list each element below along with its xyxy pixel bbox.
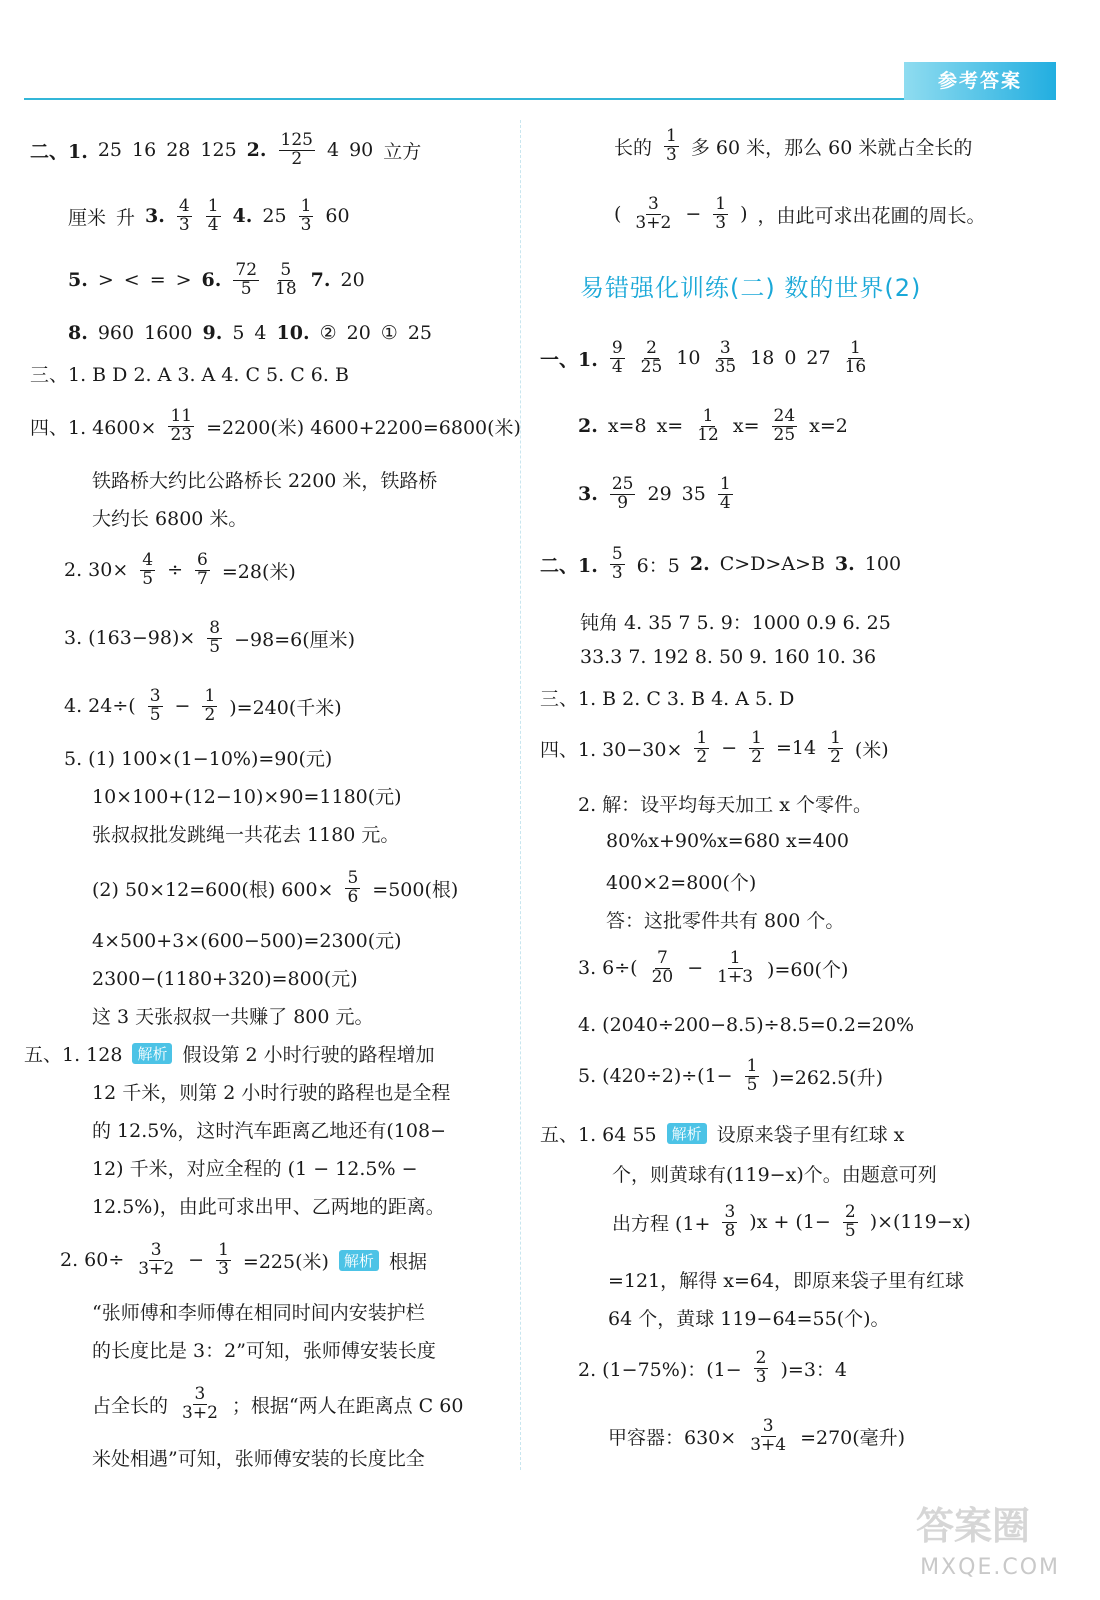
fraction — [828, 730, 843, 767]
fraction-denominator: 12 — [697, 424, 719, 445]
answer-text: =270(毫升) — [800, 1426, 906, 1449]
answer-text: ② — [319, 322, 337, 344]
fraction-numerator: 1 — [751, 728, 762, 748]
answer-text: 125 — [200, 139, 237, 162]
q-number: 6. — [201, 269, 222, 292]
answer-text: 64 个，黄球 119−64=55(个)。 — [608, 1308, 890, 1330]
answer-text: 多 60 米，那么 60 米就占全长的 — [690, 136, 973, 159]
answer-text: = — [149, 269, 166, 292]
answer-line — [24, 1040, 435, 1067]
fraction — [713, 340, 739, 377]
fraction-denominator: 5 — [240, 278, 252, 299]
fraction — [722, 1204, 737, 1241]
section-title: 易错强化训练(二) 数的世界(2) — [580, 274, 922, 302]
answer-line — [92, 1298, 425, 1325]
fraction-numerator: 1 — [207, 196, 219, 216]
answer-line — [92, 1078, 450, 1105]
fraction — [195, 552, 210, 589]
fraction-denominator: 2 — [830, 746, 841, 767]
answer-line — [578, 476, 735, 513]
fraction-denominator: 3+2 — [138, 1258, 175, 1279]
answer-text: =121，解得 x=64，即原来袋子里有红球 — [608, 1270, 965, 1292]
fraction — [745, 1058, 760, 1095]
fraction — [202, 688, 217, 725]
fraction — [633, 196, 673, 233]
answer-text: )x + (1− — [749, 1211, 831, 1234]
fraction-denominator: 4 — [611, 356, 623, 377]
q-number: 2. — [578, 415, 598, 438]
answer-text: 五、1. 128 — [24, 1044, 123, 1066]
fraction-numerator: 72 — [235, 260, 258, 280]
fraction-denominator: 5 — [149, 704, 161, 725]
fraction-denominator: 7 — [197, 568, 208, 589]
fraction-numerator: 1 — [746, 1056, 758, 1076]
q-number: 二、1. — [540, 554, 598, 577]
answer-text: ；根据“两人在距离点 C 60 — [231, 1394, 464, 1417]
answer-line — [92, 504, 247, 531]
answer-line — [578, 950, 848, 987]
answer-text: 设原来袋子里有红球 x — [716, 1124, 905, 1146]
fraction-numerator: 1 — [729, 948, 741, 968]
answer-text: − — [687, 957, 704, 980]
answer-text: C>D>A>B — [719, 553, 825, 576]
answer-text: 90 — [349, 139, 374, 162]
answer-text: 3. 6÷( — [578, 957, 638, 980]
answer-line — [580, 608, 891, 635]
answer-text: 升 — [116, 206, 136, 229]
answer-line — [614, 196, 986, 233]
watermark-url: MXQE.COM — [920, 1555, 1060, 1580]
answer-line — [578, 1058, 883, 1095]
fraction-denominator: 3 — [300, 214, 312, 235]
answer-line — [608, 1266, 964, 1293]
fraction-numerator: 1 — [850, 338, 861, 358]
fraction — [140, 552, 155, 589]
fraction — [207, 620, 222, 657]
fraction-numerator: 8 — [209, 618, 221, 638]
answer-text: 答：这批零件共有 800 个。 — [606, 910, 845, 932]
fraction — [168, 408, 194, 445]
answer-line — [540, 730, 889, 767]
answer-line — [92, 1336, 436, 1363]
answer-text: > — [97, 269, 114, 292]
answer-text: =2200(米) 4600+2200=6800(米) — [206, 416, 521, 439]
analysis-badge: 解析 — [339, 1250, 379, 1271]
fraction-denominator: 3 — [755, 1366, 767, 1387]
fraction-denominator: 5 — [142, 568, 154, 589]
fraction — [610, 476, 636, 513]
answer-text: 960 — [97, 322, 135, 344]
fraction — [233, 262, 259, 299]
answer-line — [68, 198, 350, 235]
analysis-badge: 解析 — [667, 1123, 707, 1144]
answer-text: x= — [656, 415, 684, 438]
answer-text: 1600 — [144, 322, 193, 344]
fraction — [299, 198, 314, 235]
answer-text: 假设第 2 小时行驶的路程增加 — [182, 1044, 435, 1066]
answer-line — [540, 340, 870, 377]
fraction — [216, 1242, 231, 1279]
fraction-denominator: 2 — [751, 746, 762, 767]
answer-text: − — [721, 737, 738, 760]
fraction — [843, 1204, 858, 1241]
fraction-denominator: 25 — [640, 356, 663, 377]
fraction-numerator: 11 — [170, 406, 193, 426]
answer-text: (2) 50×12=600(根) 600× — [92, 878, 334, 901]
answer-text: 18 — [750, 347, 775, 370]
q-number: 5. — [68, 269, 88, 292]
answer-text: 10×100+(12−10)×90=1180(元) — [92, 786, 402, 808]
answer-text: 4. 24÷( — [64, 695, 136, 718]
answer-text: 这 3 天张叔叔一共赚了 800 元。 — [92, 1006, 374, 1028]
answer-text: 33.3 7. 192 8. 50 9. 160 10. 36 — [580, 646, 877, 668]
fraction-denominator: 3+2 — [635, 212, 672, 233]
fraction-numerator: 1 — [666, 126, 677, 146]
fraction-numerator: 2 — [844, 1202, 856, 1222]
answer-text: 2. 60÷ — [60, 1249, 125, 1272]
answer-text: 20 — [340, 269, 365, 292]
fraction-numerator: 3 — [150, 1240, 162, 1260]
fraction — [843, 340, 869, 377]
answer-text: 四、1. 4600× — [30, 416, 157, 439]
fraction-numerator: 24 — [773, 406, 796, 426]
answer-text: 钝角 4. 35 7 5. 9：1000 0.9 6. 25 — [580, 612, 891, 634]
fraction — [754, 1350, 769, 1387]
answer-text: 6：5 — [636, 554, 680, 577]
fraction-numerator: 2 — [646, 338, 657, 358]
fraction — [610, 546, 625, 583]
q-number: 3. — [578, 483, 598, 506]
fraction-numerator: 1 — [300, 196, 312, 216]
answer-line — [608, 1418, 905, 1455]
answer-text: 25 — [262, 205, 287, 228]
fraction-denominator: 25 — [773, 424, 796, 445]
answer-text: 20 — [346, 322, 371, 344]
answer-text: 25 — [407, 322, 433, 344]
answer-text: 27 — [806, 347, 831, 370]
fraction — [136, 1242, 176, 1279]
answer-text: 三、1. B 2. C 3. B 4. A 5. D — [540, 688, 795, 710]
answer-text: 100 — [864, 553, 902, 576]
answer-line — [30, 132, 421, 169]
fraction-denominator: 2 — [204, 704, 216, 725]
answer-text: 2. (1−75%)：(1− — [578, 1358, 742, 1381]
answer-line — [540, 684, 794, 711]
answer-text: ① — [380, 322, 398, 344]
fraction-denominator: 23 — [170, 424, 193, 445]
answer-text: 五、1. 64 55 — [540, 1124, 657, 1146]
answer-text: (米) — [854, 738, 889, 761]
fraction — [279, 132, 315, 169]
fraction — [148, 688, 163, 725]
answer-text: 2. 解：设平均每天加工 x 个零件。 — [578, 794, 872, 816]
answer-text: ) — [740, 203, 748, 226]
fraction-numerator: 3 — [647, 194, 659, 214]
answer-text: 厘米 — [68, 206, 107, 229]
answer-line — [606, 830, 849, 852]
answer-line — [92, 1192, 445, 1219]
fraction — [206, 198, 221, 235]
answer-line — [30, 408, 521, 445]
answer-text: )=60(个) — [767, 958, 849, 981]
fraction-denominator: 3 — [666, 144, 677, 165]
fraction — [345, 870, 360, 907]
fraction-numerator: 6 — [197, 550, 208, 570]
fraction — [694, 730, 709, 767]
answer-text: =500(根) — [372, 878, 459, 901]
fraction-numerator: 5 — [611, 544, 623, 564]
answer-text: 4×500+3×(600−500)=2300(元) — [92, 930, 402, 952]
answer-line — [60, 1242, 427, 1279]
answer-text: 三、1. B D 2. A 3. A 4. C 5. C 6. B — [30, 364, 349, 386]
answer-line — [92, 870, 458, 907]
fraction-denominator: 4 — [207, 214, 219, 235]
answer-text: 的 12.5%，这时汽车距离乙地还有(108− — [92, 1120, 446, 1142]
fraction-numerator: 1 — [696, 728, 708, 748]
fraction-denominator: 16 — [844, 356, 867, 377]
answer-line — [64, 552, 296, 589]
answer-text: − — [188, 1249, 205, 1272]
fraction-numerator: 125 — [280, 130, 313, 150]
fraction-denominator: 6 — [347, 886, 359, 907]
fraction-denominator: 5 — [209, 636, 221, 657]
fraction — [695, 408, 721, 445]
fraction-numerator: 1 — [702, 406, 714, 426]
answer-text: 5. (420÷2)÷(1− — [578, 1065, 733, 1088]
fraction-denominator: 18 — [275, 278, 297, 299]
answer-text: 4 — [326, 139, 340, 162]
q-number: 2. — [689, 553, 710, 576]
answer-line — [612, 1160, 937, 1187]
fraction-numerator: 7 — [657, 948, 668, 968]
answer-text: − — [685, 203, 702, 226]
answer-text: 60 — [325, 205, 350, 228]
answer-line — [30, 360, 349, 387]
answer-line — [578, 1014, 914, 1036]
fraction-denominator: 3+4 — [750, 1434, 787, 1455]
fraction-denominator: 1+3 — [717, 966, 754, 987]
answer-line — [540, 546, 901, 583]
answer-text: )=240(千米) — [229, 696, 342, 719]
answer-text: 米处相遇”可知，张师傅安装的长度比全 — [92, 1448, 425, 1470]
fraction-denominator: 20 — [651, 966, 674, 987]
answer-line — [64, 620, 355, 657]
answer-text: x=2 — [809, 415, 848, 438]
answer-line — [92, 1444, 425, 1471]
answer-text: 0 — [784, 347, 797, 370]
fraction-numerator: 3 — [194, 1384, 206, 1404]
answer-line — [92, 1386, 463, 1423]
answer-text: =14 — [775, 737, 817, 760]
answer-text: x=8 — [607, 415, 647, 438]
answer-text: 的长度比是 3：2”可知，张师傅安装长度 — [92, 1340, 436, 1362]
answer-text: 出方程 (1+ — [612, 1212, 711, 1235]
fraction-numerator: 3 — [719, 338, 731, 358]
fraction-denominator: 35 — [714, 356, 737, 377]
fraction — [273, 262, 299, 299]
answer-text: 4 — [254, 322, 267, 344]
fraction-numerator: 4 — [178, 196, 190, 216]
fraction-denominator: 2 — [696, 746, 708, 767]
answer-line — [92, 1116, 446, 1143]
answer-text: ÷ — [167, 559, 184, 582]
answer-line — [92, 466, 437, 493]
answer-line — [64, 744, 332, 771]
answer-text: 个，则黄球有(119−x)个。由题意可列 — [612, 1164, 937, 1186]
fraction — [180, 1386, 220, 1423]
answer-line — [540, 1120, 904, 1147]
fraction-numerator: 1 — [218, 1240, 229, 1260]
answer-text: −98=6(厘米) — [234, 628, 356, 651]
answer-text: =28(米) — [221, 560, 296, 583]
answer-text: ，由此可求出花圃的周长。 — [757, 204, 986, 227]
answer-line — [68, 322, 432, 344]
answer-text: 16 — [132, 139, 157, 162]
answer-text: 立方 — [383, 140, 422, 163]
answer-text: 张叔叔批发跳绳一共花去 1180 元。 — [92, 824, 400, 846]
answer-text: 铁路桥大约比公路桥长 2200 米，铁路桥 — [92, 470, 438, 492]
answer-text: 28 — [166, 139, 191, 162]
header-tab: 参考答案 — [904, 62, 1056, 100]
fraction-numerator: 5 — [280, 260, 292, 280]
answer-line — [606, 906, 844, 933]
answer-text: 10 — [676, 347, 701, 370]
q-number: 二、1. — [30, 140, 88, 163]
answer-text: 4. (2040÷200−8.5)÷8.5=0.2=20% — [578, 1014, 915, 1036]
answer-text: − — [174, 695, 191, 718]
q-number: 4. — [232, 205, 253, 228]
answer-line — [608, 1304, 890, 1331]
answer-text: “张师傅和李师傅在相同时间内安装护栏 — [92, 1302, 425, 1324]
fraction-denominator: 8 — [724, 1220, 736, 1241]
q-number: 2. — [246, 139, 267, 162]
answer-line — [578, 408, 848, 445]
q-number: 9. — [202, 322, 223, 344]
answer-text: 35 — [681, 483, 706, 506]
fraction-denominator: 3 — [715, 212, 727, 233]
fraction — [650, 950, 676, 987]
answer-text: 80%x+90%x=680 x=400 — [606, 830, 849, 852]
answer-line — [578, 1350, 847, 1387]
answer-text: ( — [614, 203, 622, 226]
fraction-numerator: 3 — [149, 686, 161, 706]
answer-line — [64, 688, 342, 725]
fraction-numerator: 3 — [762, 1416, 774, 1436]
answer-text: 25 — [97, 139, 123, 162]
fraction — [749, 730, 764, 767]
fraction-denominator: 5 — [746, 1074, 758, 1095]
answer-line — [92, 820, 399, 847]
fraction — [639, 340, 665, 377]
answer-text: 长的 — [614, 136, 653, 159]
q-number: 一、1. — [540, 348, 598, 371]
answer-text: 四、1. 30−30× — [540, 738, 683, 761]
q-number: 3. — [834, 553, 855, 576]
fraction — [748, 1418, 788, 1455]
q-number: 3. — [145, 205, 165, 228]
watermark-logo: 答案圈 — [915, 1504, 1030, 1548]
header-line — [24, 98, 904, 100]
q-number: 7. — [310, 269, 331, 292]
answer-text: )=3：4 — [780, 1358, 847, 1381]
column-divider — [520, 120, 521, 1470]
answer-text: 5 — [232, 322, 245, 344]
answer-text: )×(119−x) — [869, 1211, 971, 1234]
answer-text: 3. (163−98)× — [64, 627, 196, 650]
fraction-numerator: 1 — [204, 686, 216, 706]
answer-text: =225(米) — [242, 1250, 329, 1273]
fraction — [713, 196, 728, 233]
answer-text: 根据 — [388, 1250, 427, 1273]
answer-line — [92, 926, 402, 953]
fraction — [177, 198, 192, 235]
fraction-denominator: 2 — [291, 148, 303, 169]
answer-text: 甲容器：630× — [608, 1426, 737, 1449]
answer-text: > — [175, 269, 192, 292]
answer-line — [614, 128, 972, 165]
answer-text: 12 千米，则第 2 小时行驶的路程也是全程 — [92, 1082, 451, 1104]
fraction-numerator: 2 — [755, 1348, 767, 1368]
fraction-denominator: 5 — [844, 1220, 856, 1241]
answer-line — [578, 790, 872, 817]
answer-text: x= — [732, 415, 760, 438]
fraction-denominator: 3 — [611, 562, 623, 583]
fraction-denominator: 3+2 — [182, 1402, 218, 1423]
answer-text: 占全长的 — [92, 1394, 169, 1417]
answer-text: 2. 30× — [64, 559, 129, 582]
fraction — [715, 950, 755, 987]
answer-text: )=262.5(升) — [771, 1066, 883, 1089]
answer-line — [92, 1002, 374, 1029]
fraction — [664, 128, 679, 165]
answer-line — [92, 964, 358, 991]
q-number: 10. — [276, 322, 310, 344]
answer-line — [92, 782, 402, 809]
answer-text: 400×2=800(个) — [606, 872, 757, 894]
fraction-numerator: 1 — [719, 474, 731, 494]
fraction-numerator: 1 — [830, 728, 841, 748]
q-number: 8. — [68, 322, 88, 344]
fraction-numerator: 5 — [347, 868, 359, 888]
answer-line — [612, 1204, 971, 1241]
fraction-denominator: 3 — [218, 1258, 229, 1279]
fraction-denominator: 4 — [719, 492, 731, 513]
fraction — [718, 476, 733, 513]
answer-text: 大约长 6800 米。 — [92, 508, 248, 530]
fraction — [772, 408, 798, 445]
answer-text: 29 — [647, 483, 672, 506]
fraction — [610, 340, 625, 377]
analysis-badge: 解析 — [132, 1043, 172, 1064]
answer-text: 2300−(1180+320)=800(元) — [92, 968, 358, 990]
fraction-denominator: 3 — [178, 214, 190, 235]
answer-text: 12) 千米，对应全程的 (1 − 12.5% − — [92, 1158, 418, 1180]
fraction-numerator: 9 — [611, 338, 623, 358]
answer-line — [580, 646, 876, 668]
answer-line — [68, 262, 365, 299]
answer-line — [92, 1154, 418, 1181]
fraction-numerator: 1 — [715, 194, 727, 214]
answer-text: < — [123, 269, 140, 292]
fraction-denominator: 9 — [617, 492, 629, 513]
answer-text: 5. (1) 100×(1−10%)=90(元) — [64, 748, 333, 770]
fraction-numerator: 25 — [611, 474, 634, 494]
answer-text: 12.5%)，由此可求出甲、乙两地的距离。 — [92, 1196, 445, 1218]
fraction-numerator: 3 — [724, 1202, 736, 1222]
fraction-numerator: 4 — [142, 550, 154, 570]
answer-line — [606, 868, 756, 895]
